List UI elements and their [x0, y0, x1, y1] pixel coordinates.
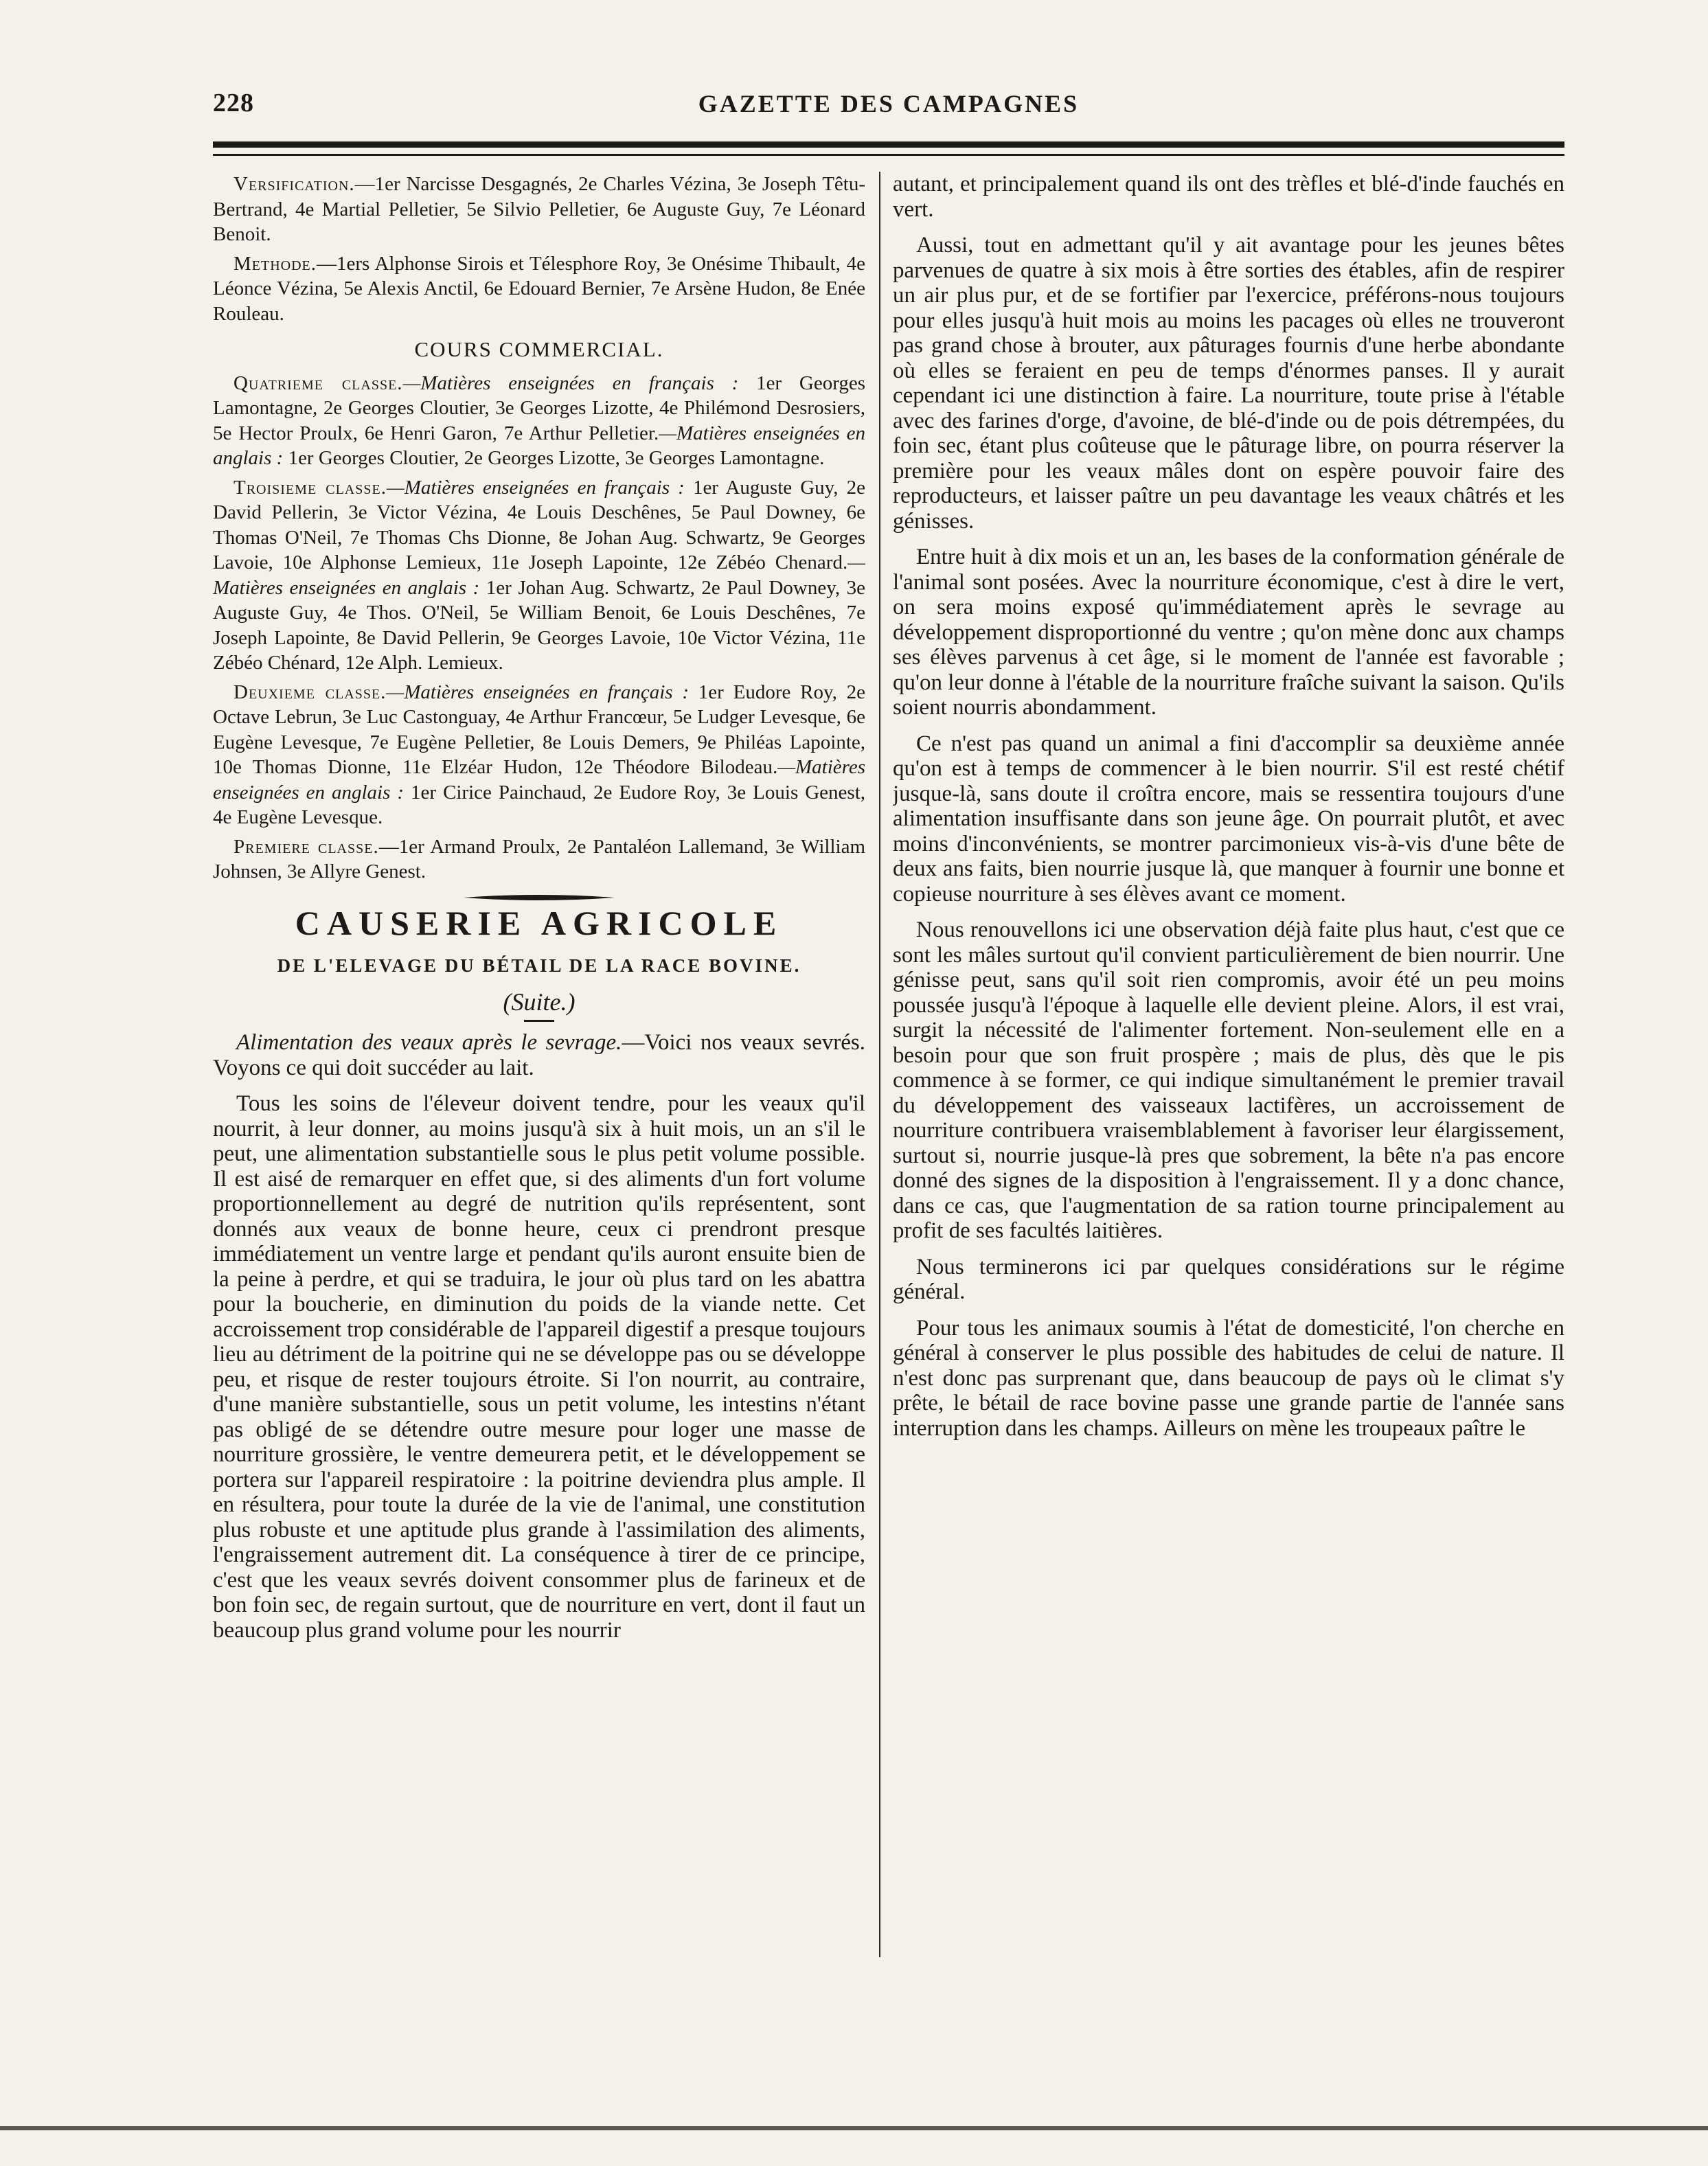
right-column: [893, 172, 1564, 1960]
deuxieme-francais-label: —Matières enseignées en français :: [386, 681, 690, 703]
header-rule-thick: [213, 141, 1564, 148]
article-subheading: DE L'ELEVAGE DU BÉTAIL DE LA RACE BOVINE.: [277, 955, 801, 976]
page-number: 228: [213, 89, 254, 117]
alimentation-paragraph: [213, 1030, 865, 1080]
right-paragraph-3: Entre huit à dix mois et un an, les bases de la conformation générale de l'animal sont posées. Avec la nourriture économique, c'est à dire le vert, on sera moins exposé qu'immédiatement après le sevrage au développement disproportionné du ventre ; qu'on mène donc aux champs ses élèves parvenus à cet âge, si le moment de l'année est favorable ; qu'on leur donne à l'étable de la nourriture fraîche suivant la saison. Qu'ils soient nourris abondamment.: [893, 545, 1564, 720]
page-bottom-edge: [0, 2126, 1708, 2130]
versification-label: Versification.: [234, 173, 355, 195]
quatrieme-classe-paragraph: [213, 371, 865, 471]
causerie-agricole-title: CAUSERIE AGRICOLE: [295, 903, 784, 942]
premiere-classe-label: Premiere classe.: [234, 835, 379, 858]
quatrieme-francais-text: 1er Georges Lamontagne, 2e Georges Cloutier, 3e Georges Lizotte, 4e Philémond Desrosiers, 5e Hector Proulx, 6e Henri Garon, 7e Arthur Pelletier.: [213, 372, 865, 444]
left-column: [213, 172, 865, 1960]
premiere-classe-paragraph: [213, 834, 865, 885]
quatrieme-francais-label: —Matières enseignées en français :: [402, 372, 739, 394]
troisieme-classe-label: Troisieme classe.: [234, 476, 387, 499]
right-paragraph-1: autant, et principalement quand ils ont des trèfles et blé-d'inde fauchés en vert.: [893, 172, 1564, 222]
versification-text: —1er Narcisse Desgagnés, 2e Charles Vézina, 3e Joseph Têtu-Bertrand, 4e Martial Pelletier, 5e Silvio Pelletier, 6e Auguste Guy, 7e Léonard Benoit.: [213, 173, 865, 245]
troisieme-anglais-label: —Matières enseignées en anglais :: [213, 551, 865, 599]
alimentation-heading: Alimentation des veaux après le sevrage.: [236, 1030, 622, 1055]
suite-label: (Suite.): [503, 988, 576, 1016]
right-paragraph-6: Nous terminerons ici par quelques considérations sur le régime général.: [893, 1254, 1564, 1304]
deuxieme-classe-paragraph: [213, 680, 865, 830]
quatrieme-anglais-label: —Matières enseignées en anglais :: [213, 422, 865, 469]
troisieme-anglais-text: 1er Johan Aug. Schwartz, 2e Paul Downey, 3e Auguste Guy, 4e Thos. O'Neil, 5e William Benoit, 6e Louis Deschênes, 7e Joseph Lapointe, 8e David Pellerin, 9e Georges Lavoie, 10e Victor Vézina, 11e Zébéo Chénard, 12e Alph. Lemieux.: [213, 576, 865, 674]
methode-label: Methode.: [234, 252, 317, 275]
deuxieme-francais-text: 1er Eudore Roy, 2e Octave Lebrun, 3e Luc Castonguay, 4e Arthur Francœur, 5e Ludger Levesque, 6e Eugène Levesque, 7e Eugène Pelletier, 8e Louis Demers, 9e Philéas Lapointe, 10e Thomas Dionne, 11e Elzéar Hudon, 12e Théodore Bilodeau.: [213, 681, 865, 778]
left-body-paragraph: Tous les soins de l'éleveur doivent tendre, pour les veaux qu'il nourrit, à leur donner, au moins jusqu'à six à huit mois, un an s'il le peut, une alimentation substantielle sous le plus petit volume possible. Il est aisé de remarquer en effet que, si des aliments d'un fort volume proportionnellement au degré de nutrition qu'ils représentent, sont donnés aux veaux de bonne heure, ceux ci prendront presque immédiatement un ventre large et pendant qu'ils auront ensuite bien de la peine à perdre, et qui se traduira, le jour où plus tard on les abattra pour la boucherie, en diminution du poids de la viande nette. Cet accroissement trop considérable de l'appareil digestif a presque toujours lieu au détriment de la poitrine qui ne se développe pas ou se développe peu, et risque de rester toujours étroite. Si l'on nourrit, au contraire, d'une manière substantielle, sous un petit volume, les intestins n'étant pas obligé de se détendre outre mesure pour loger une masse de nourriture grossière, le ventre demeurera petit, et le développement se portera sur l'appareil respiratoire : la poitrine deviendra plus ample. Il en résultera, pour toute la durée de la vie de l'animal, une constitution plus robuste et une aptitude plus grande à l'assimilation des aliments, l'engraissement autrement dit. La conséquence à tirer de ce principe, c'est que les veaux sevrés doivent consommer plus de farineux et de bon foin sec, de regain surtout, que de nourriture en vert, dont il faut un beaucoup plus grand volume pour les nourrir: [213, 1091, 865, 1643]
right-paragraph-7: Pour tous les animaux soumis à l'état de domesticité, l'on cherche en général à conserver le plus possible des habitudes de celui de nature. Il n'est donc pas surprenant que, dans beaucoup de pays où le climat s'y prête, le bétail de race bovine passe une grande partie de l'année sans interruption dans les champs. Ailleurs on mène les troupeaux paître le: [893, 1315, 1564, 1441]
right-paragraph-5: Nous renouvellons ici une observation déjà faite plus haut, c'est que ce sont les mâles surtout qu'il convient particulièrement de bien nourrir. Une génisse peut, sans qu'il soit rien compromis, avoir été un peu moins poussée jusqu'à l'époque à laquelle elle devient pleine. Alors, il est vrai, surgit la nécessité de l'alimenter fortement. Non-seulement elle en a besoin pour que son fruit prospère ; mais de plus, dès que le pis commence à se former, ce qui indique simultanément le premier travail du développement des vaisseaux lactifères, un accroissement de nourriture contribuera vraisemblablement à favoriser leur élargissement, surtout si, nourrie jusque-là pres que sobrement, la bête n'a pas encore donné des signes de la disposition à l'engraissement. Il y a donc chance, dans ce cas, que l'augmentation de sa ration tourne principalement au profit de ses facultés laitières.: [893, 917, 1564, 1243]
troisieme-francais-label: —Matières enseignées en français :: [386, 476, 685, 499]
short-divider: [524, 1020, 554, 1022]
premiere-classe-text: —1er Armand Proulx, 2e Pantaléon Lallemand, 3e William Johnsen, 3e Allyre Genest.: [213, 835, 865, 882]
deuxieme-anglais-label: —Matières enseignées en anglais :: [213, 756, 865, 803]
methode-paragraph: [213, 251, 865, 327]
versification-paragraph: [213, 172, 865, 247]
quatrieme-anglais-text: 1er Georges Cloutier, 2e Georges Lizotte, 3e Georges Lamontagne.: [283, 447, 825, 469]
page-header: [213, 88, 1564, 129]
column-divider: [879, 172, 880, 1957]
deuxieme-classe-label: Deuxieme classe.: [234, 681, 387, 703]
quatrieme-classe-label: Quatrieme classe.: [234, 372, 403, 394]
methode-text: —1ers Alphonse Sirois et Télesphore Roy, 3e Onésime Thibault, 4e Léonce Vézina, 5e Alexis Anctil, 6e Edouard Bernier, 7e Arsène Hudon, 8e Enée Rouleau.: [213, 252, 865, 325]
publication-title: GAZETTE DES CAMPAGNES: [698, 90, 1080, 117]
troisieme-francais-text: 1er Auguste Guy, 2e David Pellerin, 3e Victor Vézina, 4e Louis Deschênes, 5e Paul Downey, 6e Thomas O'Neil, 7e Thomas Chs Dionne, 8e Johan Aug. Schwartz, 9e Georges Lavoie, 10e Alphonse Lemieux, 11e Joseph Lapointe, 12e Zébéo Chenard.: [213, 476, 865, 573]
right-paragraph-2: Aussi, tout en admettant qu'il y ait avantage pour les jeunes bêtes parvenues de quatre à six mois à être sorties des étables, afin de respirer un air plus pur, et de se fortifier par l'exercice, préférons-nous toujours pour elles jusqu'à huit mois au moins les pacages où elles ne trouveront pas grand chose à brouter, aux pâturages fournis d'une herbe abondante où elles se feraient en peu de temps d'énormes panses. Il y aurait cependant ici une distinction à faire. La nourriture, toute prise à l'étable avec des farines d'orge, d'avoine, de blé-d'inde ou de pois détrempées, du foin sec, étant plus coûteuse que le pâturage libre, on pourra réserver la première pour les veaux mâles dont on espère pouvoir faire des reproducteurs, et laisser paître un peu davantage les veaux châtrés et les génisses.: [893, 233, 1564, 534]
header-rule-thin: [213, 154, 1564, 156]
deuxieme-anglais-text: 1er Cirice Painchaud, 2e Eudore Roy, 3e Louis Genest, 4e Eugène Levesque.: [213, 781, 865, 828]
troisieme-classe-paragraph: [213, 475, 865, 676]
alimentation-text: —Voici nos veaux sevrés. Voyons ce qui doit succéder au lait.: [213, 1030, 865, 1080]
right-paragraph-4: Ce n'est pas quand un animal a fini d'accomplir sa deuxième année qu'on est à temps de commencer à le bien nourrir. S'il est resté chétif jusque-là, sans doute il croîtra encore, mais se ressentira toujours d'une alimentation insuffisante dans son jeune âge. On pourrait plutôt, et avec moins d'inconvénients, se montrer parcimonieux vis-à-vis d'une bête de deux ans faits, bien nourrie jusque là, que manquer à fournir une bonne et copieuse nourriture à ses élèves avant ce moment.: [893, 731, 1564, 907]
section-ornament: [464, 894, 615, 901]
cours-commercial-heading: COURS COMMERCIAL.: [414, 337, 664, 361]
